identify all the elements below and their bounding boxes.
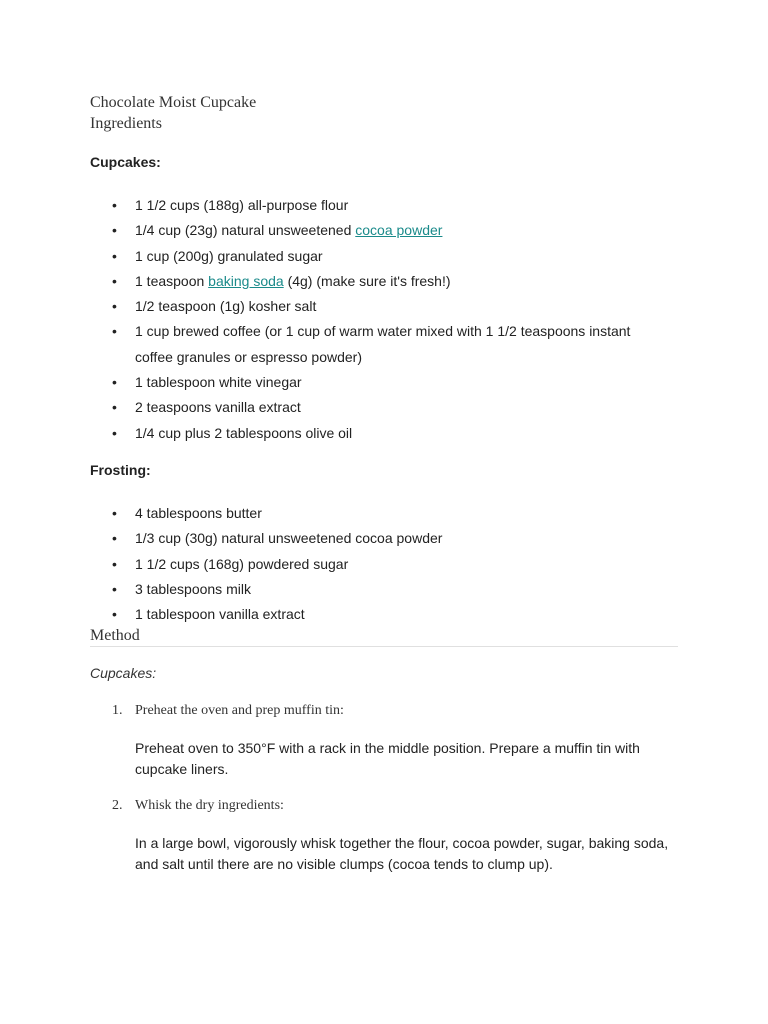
- list-item-text: 1 tablespoon vanilla extract: [135, 606, 305, 623]
- list-item-text: 1/4 cup plus 2 tablespoons olive oil: [135, 424, 353, 441]
- list-item-text: 1 tablespoon white vinegar: [135, 374, 302, 391]
- list-item: [90, 577, 650, 602]
- step-number: 2.: [112, 798, 123, 813]
- list-item-text: 1/2 teaspoon (1g) kosher salt: [135, 298, 317, 315]
- list-item-text: 1 teaspoon: [135, 272, 209, 289]
- cocoa-powder-link[interactable]: cocoa powder: [355, 222, 443, 239]
- list-item: [90, 294, 650, 319]
- list-item: [90, 501, 650, 526]
- divider: [90, 646, 678, 647]
- list-item: [90, 193, 650, 218]
- list-item: [90, 602, 650, 627]
- list-item: [90, 395, 650, 420]
- ingredients-heading: Ingredients: [90, 115, 162, 132]
- list-item-text: 3 tablespoons milk: [135, 580, 251, 597]
- list-item: [90, 319, 650, 370]
- list-item: [90, 244, 650, 269]
- step-body: Preheat oven to 350°F with a rack in the middle position. Prepare a muffin tin with cupcake liners.: [135, 740, 640, 777]
- step-title-text: Whisk the dry ingredients:: [135, 798, 284, 813]
- list-item-text: 1 1/2 cups (188g) all-purpose flour: [135, 197, 349, 213]
- method-heading: Method: [90, 627, 140, 644]
- list-item: [90, 269, 650, 294]
- list-item-text: 2 teaspoons vanilla extract: [135, 399, 301, 416]
- step-title-text: Preheat the oven and prep muffin tin:: [135, 703, 344, 718]
- frosting-heading: Frosting:: [90, 462, 151, 478]
- list-item-text: 1/4 cup (23g) natural unsweetened: [135, 222, 356, 239]
- list-item-text: (4g) (make sure it's fresh!): [283, 272, 451, 289]
- cupcakes-ingredient-list: [90, 193, 650, 446]
- step-body: In a large bowl, vigorously whisk together the flour, cocoa powder, sugar, baking soda, and salt until there are no visible clumps (cocoa tends to clump up).: [135, 835, 669, 872]
- list-item-text: 4 tablespoons butter: [135, 505, 262, 521]
- step-title: [112, 703, 344, 719]
- list-item: [90, 421, 650, 446]
- list-item: [90, 370, 650, 395]
- step-number: 1.: [112, 703, 123, 718]
- list-item-text: 1 cup brewed coffee (or 1 cup of warm water mixed with 1 1/2 teaspoons instant coffee granules or espresso powder): [135, 323, 631, 365]
- list-item: [90, 218, 650, 243]
- baking-soda-link[interactable]: baking soda: [208, 272, 284, 289]
- cupcakes-heading: Cupcakes:: [90, 154, 161, 170]
- list-item: [90, 526, 650, 551]
- list-item-text: 1 1/2 cups (168g) powdered sugar: [135, 555, 349, 572]
- frosting-ingredient-list: [90, 501, 650, 627]
- method-cupcakes-subheading: Cupcakes:: [90, 665, 157, 681]
- step-title: [112, 798, 284, 814]
- list-item-text: 1 cup (200g) granulated sugar: [135, 247, 323, 264]
- list-item: [90, 552, 650, 577]
- list-item-text: 1/3 cup (30g) natural unsweetened cocoa powder: [135, 530, 443, 547]
- recipe-title: Chocolate Moist Cupcake: [90, 94, 257, 111]
